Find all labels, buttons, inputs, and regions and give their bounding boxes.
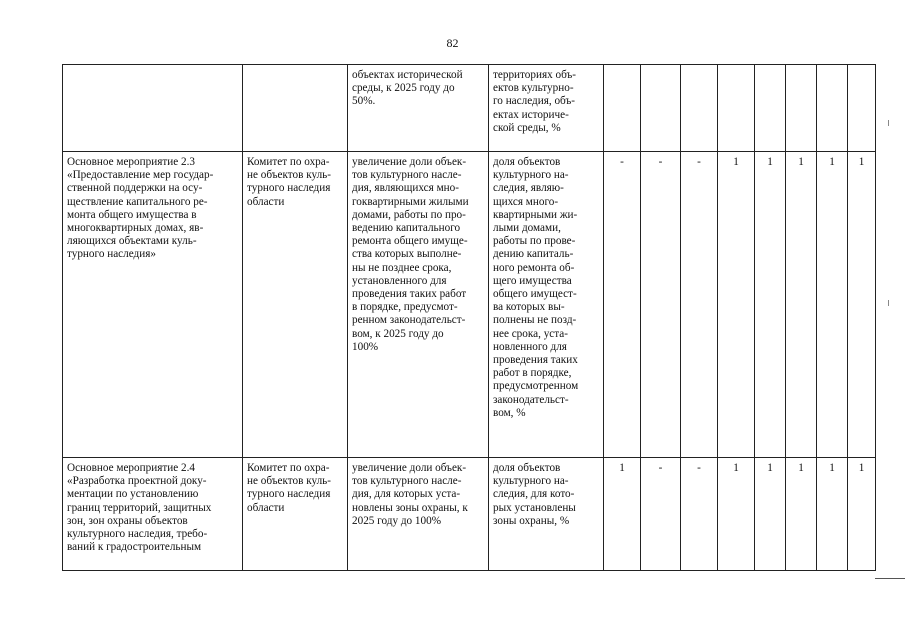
value-cell xyxy=(718,65,755,152)
indicator-cell: доля объектов культурного на- следия, для кото- рых установлены зоны охраны, % xyxy=(489,458,604,571)
table-row xyxy=(63,65,876,152)
value-cell: 1 xyxy=(755,152,786,458)
result-cell: увеличение доли объек- тов культурного насле- дия, для которых уста- новлены зоны охраны, к 2025 году до 100% xyxy=(348,458,489,571)
activity-cell: Основное мероприятие 2.4 «Разработка проектной доку- ментации по установлению границ территорий, защитных зон, зон охраны объектов культурного наследия, требо- ваний к градостроительным xyxy=(63,458,243,571)
activity-cell: Основное мероприятие 2.3 «Предоставление мер государ- ственной поддержки на осу- ществление капитального ре- монта общего имущества в многоквартирных домах, яв- ляющихся объектами куль- турного наследия» xyxy=(63,152,243,458)
executor-cell: Комитет по охра- не объектов куль- турного наследия области xyxy=(243,458,348,571)
value-cell: 1 xyxy=(786,152,817,458)
value-cell: 1 xyxy=(718,458,755,571)
value-cell xyxy=(848,65,876,152)
table-row xyxy=(63,458,876,571)
activity-cell xyxy=(63,65,243,152)
value-cell: - xyxy=(681,458,718,571)
value-cell: - xyxy=(681,152,718,458)
value-cell: 1 xyxy=(817,152,848,458)
indicator-cell: доля объектов культурного на- следия, являю- щихся много- квартирными жи- лыми домами, работы по прове- дению капиталь- ного ремонта об- щего имущества общего имущест- ва которых вы- полнены не позд- нее срока, уста- новленного для проведения таких работ в порядке, предусмотренном законодательст- вом, % xyxy=(489,152,604,458)
page-number: 82 xyxy=(446,36,459,50)
value-cell xyxy=(604,65,641,152)
value-cell xyxy=(817,65,848,152)
value-cell: - xyxy=(641,152,681,458)
result-cell: объектах исторической среды, к 2025 году до 50%. xyxy=(348,65,489,152)
executor-cell: Комитет по охра- не объектов куль- турного наследия области xyxy=(243,152,348,458)
value-cell xyxy=(681,65,718,152)
scan-edge-tick xyxy=(888,300,889,306)
value-cell xyxy=(786,65,817,152)
value-cell: 1 xyxy=(755,458,786,571)
value-cell: 1 xyxy=(604,458,641,571)
program-activities-table xyxy=(62,64,876,571)
value-cell: 1 xyxy=(718,152,755,458)
value-cell xyxy=(755,65,786,152)
value-cell: 1 xyxy=(848,458,876,571)
value-cell: 1 xyxy=(848,152,876,458)
executor-cell xyxy=(243,65,348,152)
result-cell: увеличение доли объек- тов культурного насле- дия, являющихся мно- гоквартирными жилыми домами, работы по про- ведению капитального ремонта общего имуще- ства которых выполне- ны не позднее срока, установленного для проведения таких работ в порядке, предусмот- ренном законодательст- вом, к 2025 году до 100% xyxy=(348,152,489,458)
value-cell: 1 xyxy=(817,458,848,571)
value-cell: - xyxy=(604,152,641,458)
indicator-cell: территориях объ- ектов культурно- го наследия, объ- ектах историче- ской среды, % xyxy=(489,65,604,152)
value-cell xyxy=(641,65,681,152)
value-cell: 1 xyxy=(786,458,817,571)
table-row xyxy=(63,152,876,458)
scan-edge-line xyxy=(875,578,905,579)
scan-edge-tick xyxy=(888,120,889,126)
value-cell: - xyxy=(641,458,681,571)
